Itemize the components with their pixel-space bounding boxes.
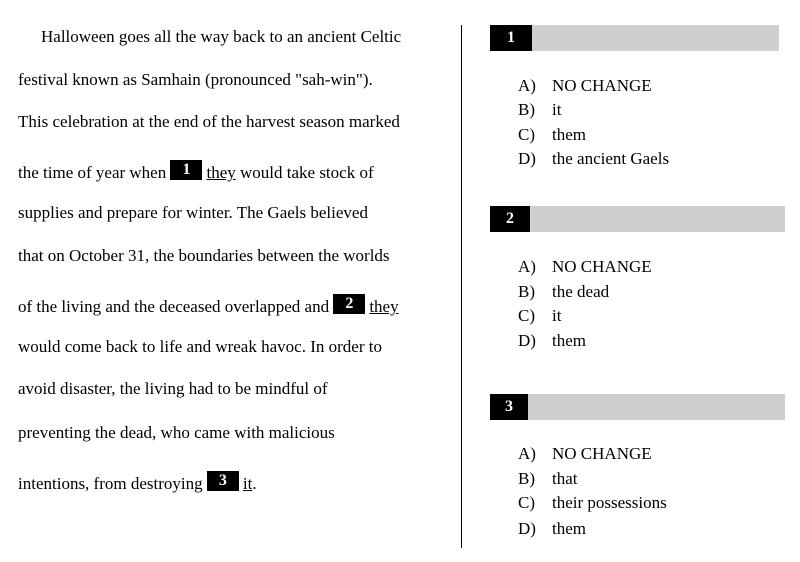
- option-letter: C): [518, 125, 535, 144]
- option-a[interactable]: [518, 257, 652, 277]
- question-3: [490, 394, 785, 538]
- option-letter: A): [518, 76, 536, 95]
- passage-line: preventing the dead, who came with malicious: [18, 423, 335, 442]
- line-text: intentions, from destroying: [18, 474, 207, 493]
- option-c[interactable]: [518, 493, 667, 513]
- question-1: [490, 25, 779, 168]
- question-marker-1[interactable]: 1: [170, 160, 202, 180]
- question-marker-3[interactable]: 3: [207, 471, 239, 491]
- question-number: 3: [490, 394, 528, 420]
- question-marker-2[interactable]: 2: [333, 294, 365, 314]
- option-text: them: [552, 331, 586, 350]
- option-text: them: [552, 125, 586, 144]
- passage-line: [18, 294, 399, 317]
- option-text: their possessions: [552, 493, 667, 512]
- option-letter: D): [518, 519, 536, 538]
- line-text: the time of year when: [18, 163, 171, 182]
- option-d[interactable]: [518, 331, 586, 351]
- passage-line: festival known as Samhain (pronounced "sah-win").: [18, 70, 373, 89]
- option-d[interactable]: [518, 519, 586, 539]
- underlined-phrase-2[interactable]: they: [369, 297, 399, 316]
- underlined-phrase-1[interactable]: they: [206, 163, 236, 182]
- option-text: the dead: [552, 282, 610, 301]
- question-number: 1: [490, 25, 532, 51]
- column-divider: [461, 25, 462, 548]
- option-a[interactable]: [518, 444, 652, 464]
- option-d[interactable]: [518, 149, 669, 169]
- passage-line: supplies and prepare for winter. The Gaels believed: [18, 203, 368, 222]
- option-letter: D): [518, 149, 536, 168]
- option-letter: B): [518, 282, 535, 301]
- option-letter: D): [518, 331, 536, 350]
- question-header: [490, 206, 785, 232]
- option-letter: A): [518, 444, 536, 463]
- line-text: would take stock of: [235, 163, 374, 182]
- option-a[interactable]: [518, 76, 652, 96]
- option-text: it: [552, 306, 562, 325]
- line-text: of the living and the deceased overlapped and: [18, 297, 334, 316]
- passage-line: [18, 471, 257, 494]
- option-text: it: [552, 100, 562, 119]
- option-text: them: [552, 519, 586, 538]
- option-letter: C): [518, 306, 535, 325]
- question-header: [490, 394, 785, 420]
- question-2: [490, 206, 785, 350]
- option-text: NO CHANGE: [552, 444, 652, 463]
- option-letter: B): [518, 469, 535, 488]
- passage-line: This celebration at the end of the harvest season marked: [18, 112, 400, 131]
- question-number: 2: [490, 206, 530, 232]
- question-header: [490, 25, 779, 51]
- passage-line: avoid disaster, the living had to be mindful of: [18, 379, 328, 398]
- underlined-phrase-3[interactable]: it: [242, 474, 253, 493]
- option-text: that: [552, 469, 578, 488]
- passage-line: would come back to life and wreak havoc. In order to: [18, 337, 382, 356]
- option-letter: A): [518, 257, 536, 276]
- option-letter: B): [518, 100, 535, 119]
- option-letter: C): [518, 493, 535, 512]
- option-text: NO CHANGE: [552, 76, 652, 95]
- line-text: .: [252, 474, 257, 493]
- passage-line: [18, 160, 374, 183]
- option-b[interactable]: [518, 469, 578, 489]
- passage-line: that on October 31, the boundaries between the worlds: [18, 246, 390, 265]
- option-text: the ancient Gaels: [552, 149, 670, 168]
- option-c[interactable]: [518, 125, 586, 145]
- passage-line: Halloween goes all the way back to an ancient Celtic: [41, 27, 402, 46]
- option-b[interactable]: [518, 100, 561, 120]
- option-text: NO CHANGE: [552, 257, 652, 276]
- option-c[interactable]: [518, 306, 561, 326]
- option-b[interactable]: [518, 282, 609, 302]
